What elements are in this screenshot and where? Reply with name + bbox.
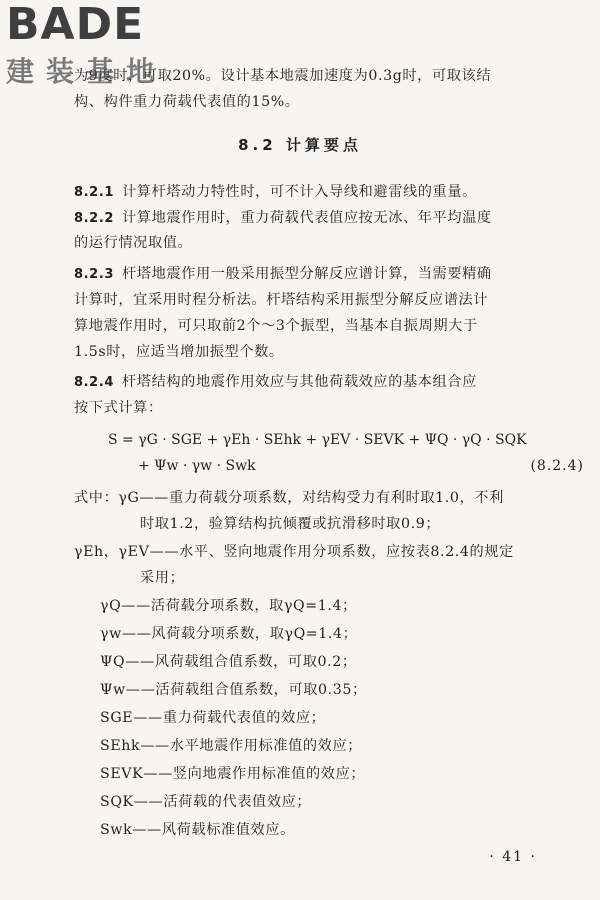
equation-number: (8.2.4) xyxy=(530,458,584,474)
definition-line-10: SEhk——水平地震作用标准值的效应； xyxy=(100,738,363,754)
logo-tagline: 建装基地 xyxy=(6,55,167,88)
bade-logo xyxy=(6,2,176,94)
clause-text: 杆塔地震作用一般采用振型分解反应谱计算，当需要精确 xyxy=(122,266,492,282)
logo-brand: BADE xyxy=(6,0,145,50)
clause-8-2-3-cont-1: 计算时，宜采用时程分析法。杆塔结构采用振型分解反应谱法计 xyxy=(74,292,489,308)
clause-text: 计算杆塔动力特性时，可不计入导线和避雷线的重量。 xyxy=(122,184,477,200)
clause-8-2-4 xyxy=(74,372,550,393)
definition-line-8: Ψw——活荷载组合值系数，可取0.35； xyxy=(100,682,367,698)
clause-8-2-2 xyxy=(74,208,550,229)
clause-8-2-3-cont-2: 算地震作用时，可只取前2个～3个振型，当基本自振周期大于 xyxy=(74,318,478,334)
clause-8-2-1 xyxy=(74,182,550,203)
page-number: · 41 · xyxy=(489,849,537,865)
clause-number: 8.2.1 xyxy=(74,185,115,200)
clause-number: 8.2.4 xyxy=(74,375,115,390)
formula-line-2 xyxy=(138,456,600,476)
clause-8-2-3-cont-3: 1.5s时，应适当增加振型个数。 xyxy=(74,344,284,360)
definition-line-11: SEVK——竖向地震作用标准值的效应； xyxy=(100,766,366,782)
clause-8-2-2-cont: 的运行情况取值。 xyxy=(74,235,193,251)
definition-line-12: SQK——活荷载的代表值效应； xyxy=(100,794,312,810)
definition-line-6: γw——风荷载分项系数，取γQ=1.4； xyxy=(100,626,358,642)
definition-line-3: γEh，γEV——水平、竖向地震作用分项系数，应按表8.2.4的规定 xyxy=(74,544,514,560)
definition-line-2: 时取1.2，验算结构抗倾覆或抗滑移时取0.9； xyxy=(140,516,441,532)
definition-line-9: SGE——重力荷载代表值的效应； xyxy=(100,710,326,726)
clause-text: 杆塔结构的地震作用效应与其他荷载效应的基本组合应 xyxy=(122,374,477,390)
definition-line-4: 采用； xyxy=(140,570,185,586)
clause-number: 8.2.3 xyxy=(74,267,115,282)
clause-number: 8.2.2 xyxy=(74,211,115,226)
definition-line-7: ΨQ——风荷载组合值系数，可取0.2； xyxy=(100,654,357,670)
intro-line-1: 为9度时，可取20%。设计基本地震加速度为0.3g时，可取该结 xyxy=(74,68,492,84)
definition-line-13: Swk——风荷载标准值效应。 xyxy=(100,822,295,838)
definition-line-1: 式中：γG——重力荷载分项系数，对结构受力有利时取1.0，不利 xyxy=(74,490,504,506)
definition-line-5: γQ——活荷载分项系数，取γQ=1.4； xyxy=(100,598,357,614)
intro-line-2: 构、构件重力荷载代表值的15%。 xyxy=(74,94,300,110)
clause-8-2-3 xyxy=(74,264,550,285)
clause-8-2-4-cont: 按下式计算： xyxy=(74,400,163,416)
formula-continuation: + Ψw · γw · Swk xyxy=(138,458,256,474)
section-heading: 8.2 计算要点 xyxy=(238,136,362,154)
clause-text: 计算地震作用时，重力荷载代表值应按无冰、年平均温度 xyxy=(122,210,492,226)
formula-line-1: S = γG · SGE + γEh · SEhk + γEV · SEVK + ΨQ · γQ · SQK xyxy=(108,432,527,448)
